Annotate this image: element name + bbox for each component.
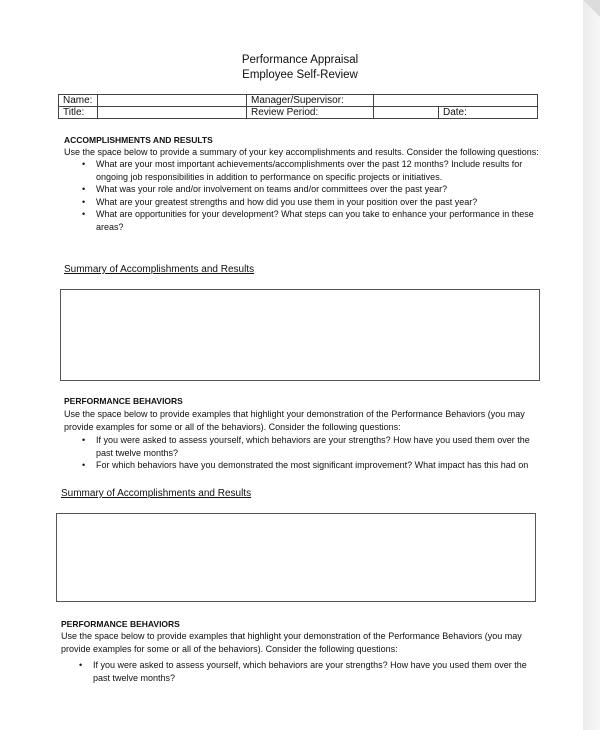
- employee-info-table: [58, 94, 538, 119]
- document-title: Performance Appraisal: [241, 54, 359, 66]
- section1-intro: Use the space below to provide a summary of your key accomplishments and results. Consider the following questions:: [64, 147, 539, 157]
- list-item: • What are opportunities for your development? What steps can you take to enhance your performance in these areas?: [70, 208, 544, 233]
- title-field[interactable]: [98, 107, 247, 119]
- manager-field[interactable]: [374, 95, 538, 107]
- name-label: Name:: [59, 95, 98, 107]
- section2-summary-box[interactable]: [56, 513, 536, 602]
- section2-summary-label: Summary of Accomplishments and Results: [61, 488, 252, 499]
- title-label: Title:: [59, 107, 98, 119]
- list-item: • For which behaviors have you demonstrated the most significant improvement? What impact has this had on: [70, 459, 544, 472]
- list-item: • If you were asked to assess yourself, which behaviors are your strengths? How have you used them over the past twelve months?: [70, 434, 544, 459]
- list-item: • What was your role and/or involvement on teams and/or committees over the past year?: [70, 183, 544, 196]
- section1-heading: ACCOMPLISHMENTS AND RESULTS: [64, 135, 213, 145]
- section1-summary-label: Summary of Accomplishments and Results: [64, 264, 255, 275]
- section2-intro: Use the space below to provide examples that highlight your demonstration of the Performance Behaviors (you may provide examples for some or all of the behaviors). Consider the following questions:: [64, 409, 525, 432]
- page-edge: [583, 0, 600, 730]
- list-item: • What are your greatest strengths and how did you use them in your position over the past year?: [70, 196, 544, 209]
- section1-summary-box[interactable]: [60, 289, 540, 381]
- review-period-field[interactable]: [374, 107, 439, 119]
- section2-question-list: [70, 434, 544, 472]
- list-item: • If you were asked to assess yourself, which behaviors are your strengths? How have you used them over the past twelve months?: [67, 659, 541, 684]
- date-label: Date:: [439, 107, 538, 119]
- manager-label: Manager/Supervisor:: [247, 95, 374, 107]
- list-item: • What are your most important achievements/accomplishments over the past 12 months? Include results for ongoing job responsibilities in addition to performance on specific projects or initiatives.: [70, 158, 544, 183]
- section3-intro: Use the space below to provide examples that highlight your demonstration of the Performance Behaviors (you may provide examples for some or all of the behaviors). Consider the following questions:: [61, 631, 522, 654]
- name-field[interactable]: [98, 95, 247, 107]
- section2-heading: PERFORMANCE BEHAVIORS: [64, 396, 183, 406]
- review-period-label: Review Period:: [247, 107, 374, 119]
- section3-question-list: [67, 659, 541, 684]
- section1-question-list: [70, 158, 544, 233]
- section3-heading: PERFORMANCE BEHAVIORS: [61, 619, 180, 629]
- document-subtitle: Employee Self-Review: [242, 69, 358, 81]
